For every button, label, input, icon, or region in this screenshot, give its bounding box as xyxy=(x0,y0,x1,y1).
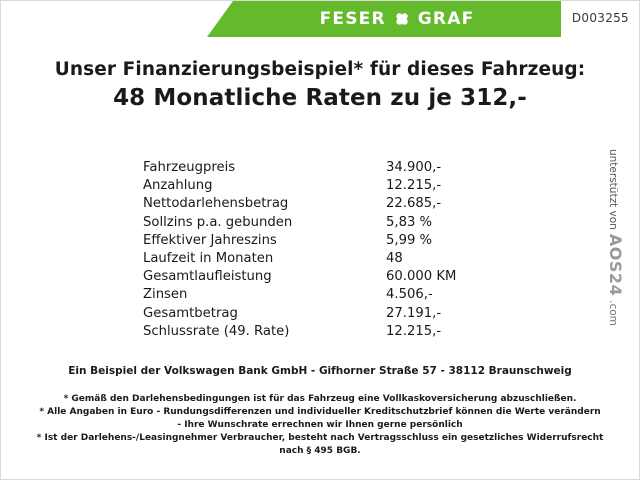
brand-name-right: GRAF xyxy=(417,9,475,29)
bank-disclaimer: Ein Beispiel der Volkswagen Bank GmbH - Gifhorner Straße 57 - 38112 Braunschweig xyxy=(68,364,572,377)
row-label: Zinsen xyxy=(143,287,188,303)
row-value: 48 xyxy=(386,250,403,266)
page-title xyxy=(1,59,639,111)
table-row xyxy=(143,232,639,250)
row-label: Anzahlung xyxy=(143,178,213,194)
row-label: Schlussrate (49. Rate) xyxy=(143,323,290,339)
row-label: Effektiver Jahreszins xyxy=(143,232,277,248)
table-row xyxy=(143,305,639,323)
legal-note: * Gemäß den Darlehensbedingungen ist für das Fahrzeug eine Vollkaskoversicherung abzuschließen. xyxy=(63,393,577,404)
row-label: Gesamtbetrag xyxy=(143,305,238,321)
row-value: 5,83 % xyxy=(386,214,433,230)
brand-logo xyxy=(320,9,475,29)
finance-table xyxy=(1,159,639,341)
legal-note: * Ist der Darlehens-/Leasingnehmer Verbraucher, besteht nach Vertragsschluss ein gesetzliches Widerrufsrecht xyxy=(36,432,604,443)
table-row xyxy=(143,268,639,286)
row-value: 27.191,- xyxy=(386,305,442,321)
aos24-logo: AOS24 xyxy=(606,233,625,297)
row-value: 12.215,- xyxy=(386,323,442,339)
table-row xyxy=(143,159,639,177)
support-label: unterstützt von xyxy=(607,149,619,230)
legal-notes xyxy=(1,393,639,458)
aos24-tld: .com xyxy=(607,300,619,326)
legal-note: nach § 495 BGB. xyxy=(279,445,361,456)
legal-note: * Alle Angaben in Euro - Rundungsdifferenzen und individueller Kreditschutzbrief können die Werte verändern xyxy=(39,406,601,417)
table-row xyxy=(143,323,639,341)
document-footer xyxy=(1,365,639,458)
row-label: Nettodarlehensbetrag xyxy=(143,196,289,212)
document-code: D003255 xyxy=(571,11,629,25)
row-label: Sollzins p.a. gebunden xyxy=(143,214,293,230)
table-row xyxy=(143,250,639,268)
table-row xyxy=(143,286,639,304)
row-label: Fahrzeugpreis xyxy=(143,160,236,175)
row-value: 4.506,- xyxy=(386,287,433,303)
title-line-2: 48 Monatliche Raten zu je 312,- xyxy=(113,85,527,111)
row-value: 34.900,- xyxy=(386,160,442,175)
table-row xyxy=(143,214,639,232)
document-header xyxy=(1,1,639,37)
table-row xyxy=(143,177,639,195)
row-value: 5,99 % xyxy=(386,232,433,248)
partner-watermark xyxy=(603,149,633,349)
brand-name-left: FESER xyxy=(319,9,386,29)
row-label: Laufzeit in Monaten xyxy=(143,250,274,266)
title-line-1: Unser Finanzierungsbeispiel* für dieses Fahrzeug: xyxy=(54,59,586,80)
clover-icon xyxy=(394,11,410,27)
legal-note: - Ihre Wunschrate errechnen wir Ihnen gerne persönlich xyxy=(177,419,463,430)
table-row xyxy=(143,195,639,213)
row-label: Gesamtlaufleistung xyxy=(143,269,272,285)
row-value: 22.685,- xyxy=(386,196,442,212)
brand-banner xyxy=(233,1,561,37)
row-value: 60.000 KM xyxy=(386,269,457,285)
row-value: 12.215,- xyxy=(386,178,442,194)
